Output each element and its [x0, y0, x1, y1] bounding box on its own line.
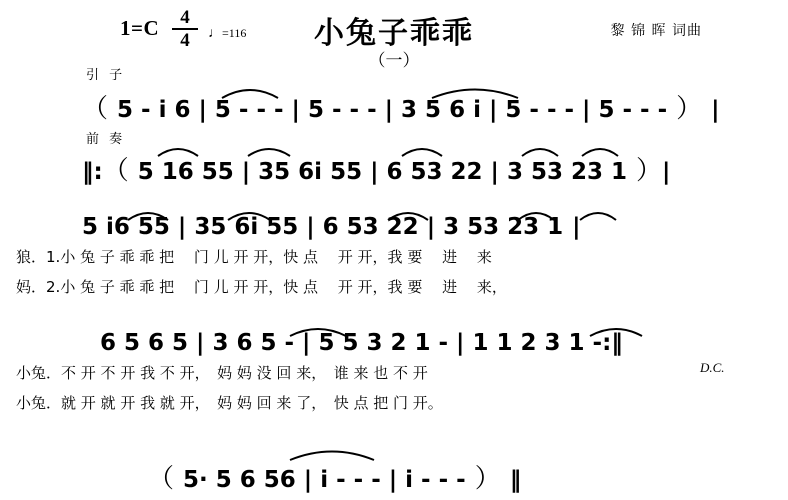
score-header	[0, 0, 788, 72]
prelude-music-line	[82, 150, 670, 187]
repeat-end-sign: :‖	[602, 330, 623, 356]
prelude-open-paren: （	[102, 156, 129, 186]
lyric-text-4: 就 开 就 开 我 就 开， 妈 妈 回 来 了， 快 点 把 门 开。	[61, 394, 443, 412]
intro-notes: 5 - i 6 | 5 - - - | 5 - - - | 3 5 6 i | 5 - - - | 5 - - -	[117, 97, 668, 123]
lyric-role-2: 妈．	[16, 278, 47, 296]
slur-verse-5	[578, 208, 618, 222]
verse-music-line	[82, 214, 581, 240]
tempo-value: =116	[222, 26, 247, 40]
lyric-row-verse-1	[16, 246, 507, 267]
intro-section-label: 引 子	[86, 68, 126, 83]
dc-marking: D.C.	[700, 360, 725, 375]
lyric-role-1: 狼．	[16, 248, 47, 266]
lyric-row-verse-2	[16, 276, 507, 297]
lyric-role-3: 小兔．	[16, 364, 62, 382]
lyric-row-chorus-1	[16, 362, 428, 383]
repeat-start-sign: ‖:	[82, 159, 103, 185]
chorus-music-line	[100, 330, 623, 356]
intro-close-paren: ）	[676, 94, 703, 124]
lyric-role-4: 小兔．	[16, 394, 62, 412]
lyric-row-chorus-2	[16, 392, 443, 413]
lyric-text-1: 小 兔 子 乖 乖 把 门 儿 开 开，快 点 开 开，我 要 进 来	[60, 248, 507, 266]
composer-credit: 黎 锦 晖 词曲	[610, 23, 702, 39]
lyric-text-3: 不 开 不 开 我 不 开， 妈 妈 没 回 来， 谁 来 也 不 开	[61, 364, 428, 382]
chorus-notes: 6 5 6 5 | 3 6 5 - | 5 5 3 2 1 - | 1 1 2 3 1 -	[100, 330, 603, 356]
coda-close-paren: ）	[474, 464, 501, 494]
lyric-number-2: 2.	[46, 278, 61, 296]
lyric-number-1: 1.	[46, 248, 61, 266]
coda-open-paren: （	[148, 464, 175, 494]
lyric-text-2: 小 兔 子 乖 乖 把 门 儿 开 开，快 点 开 开，我 要 进 来，	[60, 278, 507, 296]
page-title: 小兔子乖乖	[314, 16, 474, 51]
tempo-note-icon: ♩	[208, 26, 222, 41]
intro-open-paren: （	[82, 94, 109, 124]
prelude-notes: 5 16 55 | 35 6i 55 | 6 53 22 | 3 53 23 1	[137, 159, 627, 185]
coda-end-bar: ‖	[509, 467, 522, 493]
time-signature-denominator: 4	[180, 30, 190, 51]
intro-music-line	[82, 88, 720, 125]
key-signature: 1=C	[120, 16, 160, 40]
prelude-close-paren: ）	[636, 156, 663, 186]
prelude-section-label: 前 奏	[86, 132, 126, 147]
prelude-end-bar: |	[662, 159, 671, 185]
verse-end-bar: |	[572, 214, 581, 240]
coda-music-line	[148, 458, 521, 495]
coda-notes: 5· 5 6 56 | i - - - | i - - -	[183, 467, 466, 493]
intro-end-bar: |	[711, 97, 720, 123]
page-subtitle: （一）	[368, 51, 420, 71]
verse-notes: 5 i6 55 | 35 6i 55 | 6 53 22 | 3 53 23 1	[82, 214, 564, 240]
time-signature-numerator: 4	[172, 8, 198, 30]
